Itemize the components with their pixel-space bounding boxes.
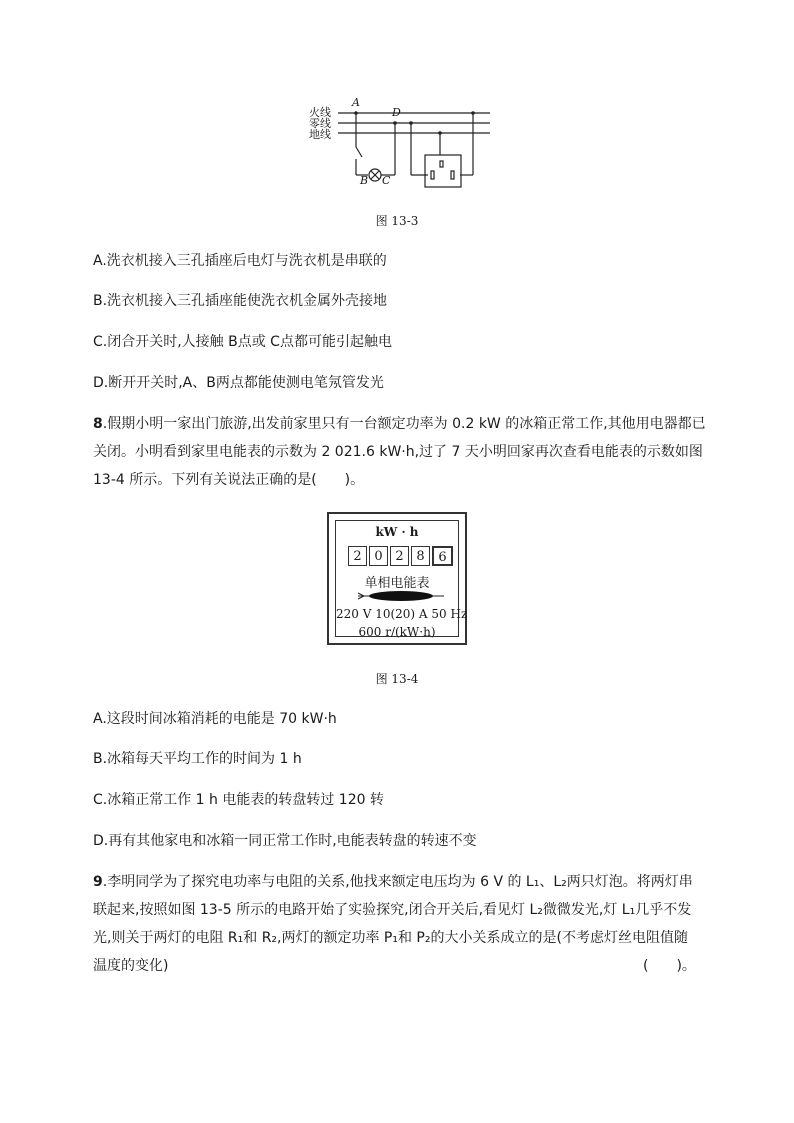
q7-option-d: D.断开开关时,A、B两点都能使测电笔氖管发光 (93, 375, 384, 391)
label-B: B (360, 174, 369, 187)
q9-line-1 (93, 872, 693, 892)
label-D: D (392, 106, 401, 119)
figure-caption-13-3: 图 13-3 (375, 214, 419, 228)
q8-line-2: 关闭。小明看到家里电能表的示数为 2 021.6 kW·h,过了 7 天小明回家再次查看电能表的示数如图 (93, 444, 703, 460)
meter-digit-decimal: 6 (432, 546, 453, 566)
q7-option-b: B.洗衣机接入三孔插座能使洗衣机金属外壳接地 (93, 293, 388, 309)
q9-line-4: 温度的变化) (93, 958, 169, 974)
q8-option-b: B.冰箱每天平均工作的时间为 1 h (93, 751, 302, 767)
q8-line-3: 13-4 所示。下列有关说法正确的是( )。 (93, 472, 365, 488)
label-live: 火线 (309, 106, 331, 119)
meter-spec: 220 V 10(20) A 50 Hz (336, 607, 468, 621)
meter-disc-icon (356, 589, 446, 603)
q9-line-3: 光,则关于两灯的电阻 R₁和 R₂,两灯的额定功率 P₁和 P₂的大小关系成立的是(不考虑灯丝电阻值随 (93, 930, 688, 946)
figure-caption-13-4: 图 13-4 (375, 672, 419, 686)
meter-unit: kW · h (375, 525, 419, 539)
q8-option-a: A.这段时间冰箱消耗的电能是 70 kW·h (93, 711, 337, 727)
q7-option-c: C.闭合开关时,人接触 B点或 C点都可能引起触电 (93, 334, 392, 350)
label-C: C (382, 174, 391, 187)
meter-digits (348, 546, 455, 566)
electric-meter (327, 512, 467, 645)
meter-digit: 8 (411, 546, 430, 566)
meter-name: 单相电能表 (364, 576, 430, 591)
meter-digit: 2 (348, 546, 367, 566)
q7-option-a: A.洗衣机接入三孔插座后电灯与洗衣机是串联的 (93, 253, 387, 269)
meter-digit: 0 (369, 546, 388, 566)
label-ground: 地线 (309, 128, 331, 141)
q8-text-1: .假期小明一家出门旅游,出发前家里只有一台额定功率为 0.2 kW 的冰箱正常工作,其他用电器都已 (102, 416, 706, 432)
q8-option-d: D.再有其他家电和冰箱一同正常工作时,电能表转盘的转速不变 (93, 833, 477, 849)
q8-option-c: C.冰箱正常工作 1 h 电能表的转盘转过 120 转 (93, 792, 384, 808)
q8-number: 8 (93, 416, 103, 432)
q9-answer-blank: ( )。 (643, 958, 696, 974)
meter-rate: 600 r/(kW·h) (358, 625, 436, 639)
label-A: A (352, 96, 360, 109)
q9-line-2: 联起来,按照如图 13-5 所示的电路开始了实验探究,闭合开关后,看见灯 L₂微微发光,灯 L₁几乎不发 (93, 902, 692, 918)
meter-frame (335, 520, 468, 639)
q9-number: 9 (93, 874, 103, 890)
label-neutral: 零线 (309, 117, 331, 130)
q9-text-1: .李明同学为了探究电功率与电阻的关系,他找来额定电压均为 6 V 的 L₁、L₂两只灯泡。将两灯串 (102, 874, 693, 890)
meter-digit: 2 (390, 546, 409, 566)
q8-line-1 (93, 414, 706, 434)
